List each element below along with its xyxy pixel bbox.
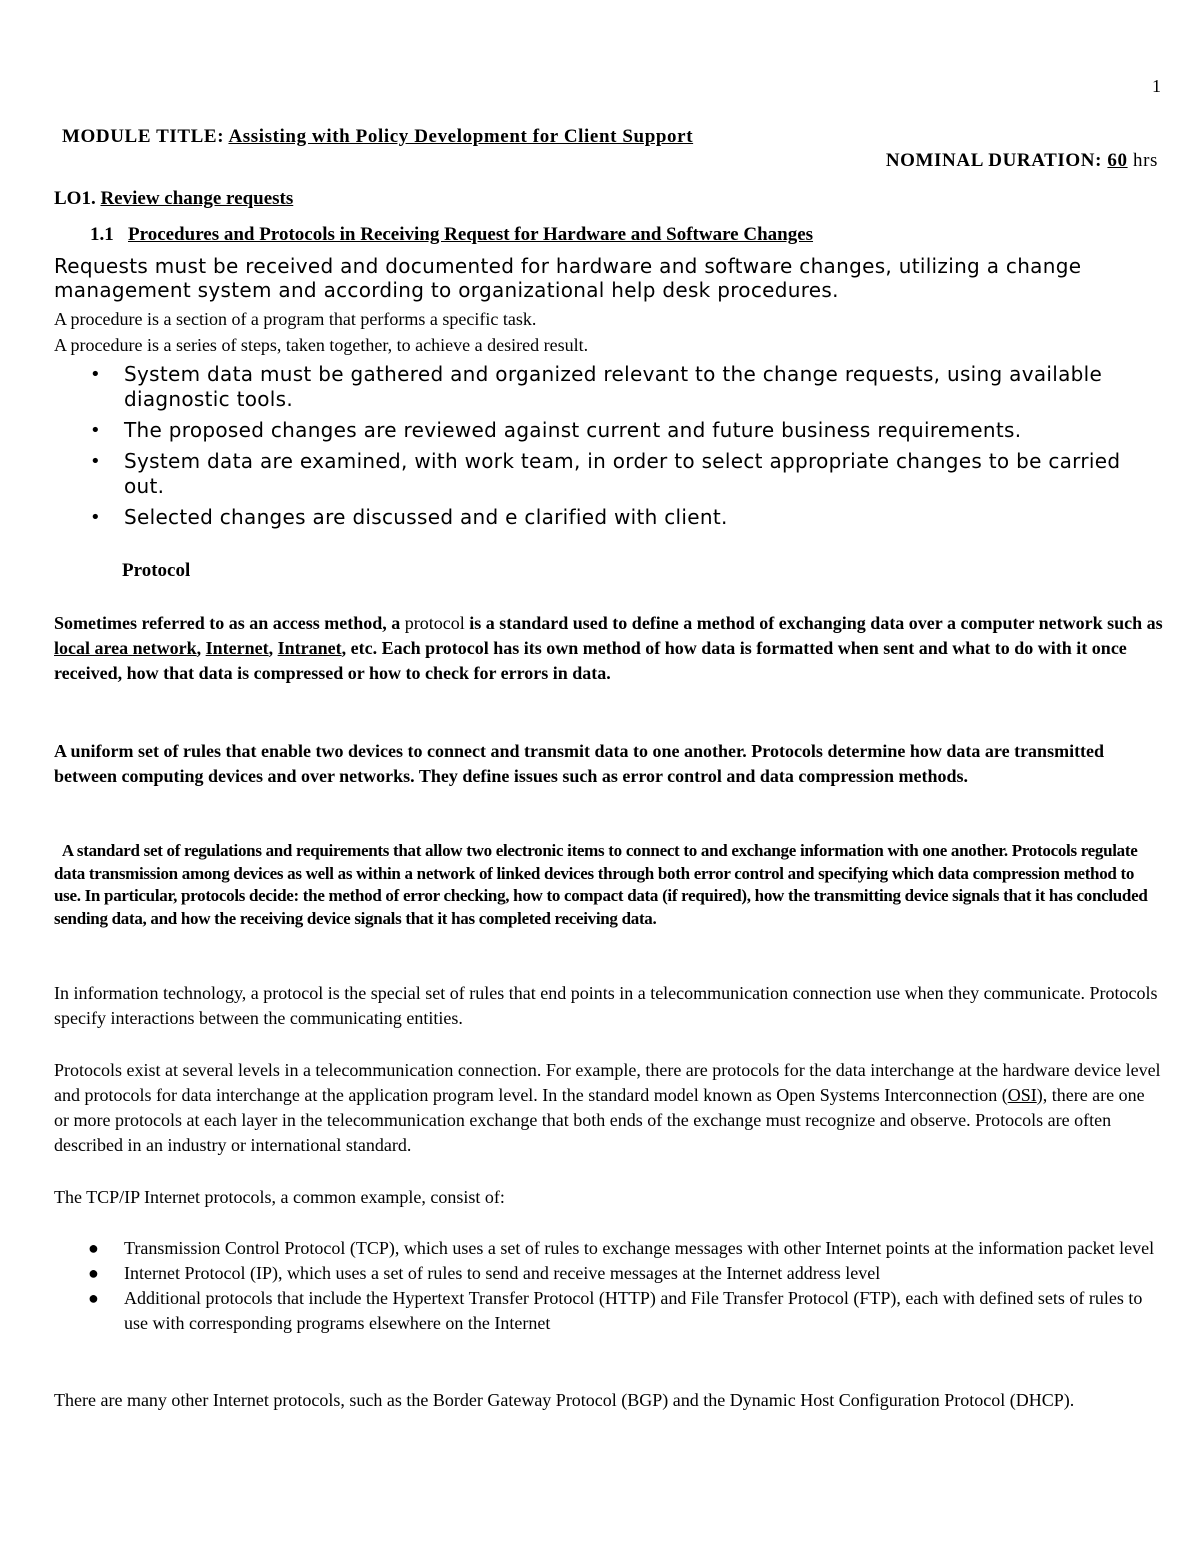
link-osi[interactable]: OSI [1007,1085,1037,1105]
list-item: ● Internet Protocol (IP), which uses a set of rules to send and receive messages at the Internet address level [54,1261,1164,1286]
nominal-duration [886,150,1158,172]
section-title: Procedures and Protocols in Receiving Request for Hardware and Software Changes [128,224,814,245]
protocol-paragraph-1: Sometimes referred to as an access method, a protocol is a standard used to define a method of exchanging data over a computer network such as local area network, Internet, Intranet, etc. Each protocol has its own method of how data is formatted when sent and what to do with it once received, how that data is compressed or how to check for errors in data. [54,613,1163,683]
other-protocols-paragraph: There are many other Internet protocols, such as the Border Gateway Protocol (BGP) and the Dynamic Host Configuration Protocol (DHCP). [54,1390,1075,1410]
procedure-definition-1: A procedure is a section of a program that performs a specific task. [54,309,537,329]
link-local-area-network[interactable]: local area network [54,638,197,658]
duration-value: 60 [1107,150,1128,171]
bullet-icon: • [90,420,101,441]
page-number: 1 [1152,76,1161,96]
list-item: ● Transmission Control Protocol (TCP), which uses a set of rules to exchange messages with other Internet points at the information packet level [54,1236,1164,1261]
link-internet[interactable]: Internet [205,638,269,658]
protocol-heading: Protocol [122,560,191,581]
system-data-list [54,362,1164,536]
tcpip-protocol-list [54,1236,1164,1336]
protocol-paragraph-3: A standard set of regulations and requirements that allow two electronic items to connect to and exchange information with one another. Protocols regulate data transmission among devices as well as within a network of linked devices through both error control and specifying which data compression method to use. In particular, protocols decide: the method of error checking, how to compact data (if required), how the transmitting device signals that it has concluded sending data, and how the receiving device signals that it has completed receiving data. [54,841,1148,928]
lo1-title: Review change requests [100,188,294,209]
tcpip-intro: The TCP/IP Internet protocols, a common example, consist of: [54,1187,505,1207]
list-item: • System data must be gathered and organized relevant to the change requests, using available diagnostic tools. [90,362,1103,411]
section-1-1-heading [90,224,813,246]
module-title-label: MODULE TITLE: [62,126,225,147]
bullet-icon: ● [88,1238,99,1258]
module-title-value: Assisting with Policy Development for Client Support [228,126,694,147]
levels-paragraph: Protocols exist at several levels in a telecommunication connection. For example, there are protocols for the data interchange at the hardware device level and protocols for data interchange at the application program level. In the standard model known as Open Systems Interconnection (OSI), there are one or more protocols at each layer in the telecommunication exchange that both ends of the exchange must recognize and observe. Protocols are often described in an industry or international standard. [54,1060,1161,1155]
bullet-icon: ● [88,1288,99,1308]
list-item: • The proposed changes are reviewed against current and future business requirements. [90,418,1022,442]
bullet-icon: • [90,364,101,385]
bullet-icon: • [90,451,101,472]
bullet-icon: • [90,507,101,528]
procedure-definition-2: A procedure is a series of steps, taken together, to achieve a desired result. [54,335,589,355]
duration-unit: hrs [1132,150,1158,171]
link-intranet[interactable]: Intranet [277,638,342,658]
requests-paragraph: Requests must be received and documented for hardware and software changes, utilizing a change management system and according to organizational help desk procedures. [54,254,1082,302]
list-item: • Selected changes are discussed and e clarified with client. [90,505,728,529]
module-title [62,126,693,148]
bullet-icon: ● [88,1263,99,1283]
duration-label: NOMINAL DURATION: [885,150,1103,171]
lo1-label: LO1. [54,188,96,209]
list-item: ● Additional protocols that include the Hypertext Transfer Protocol (HTTP) and File Transfer Protocol (FTP), each with defined sets of rules to use with corresponding programs elsewhere on the Internet [88,1288,1143,1333]
lo1-heading [54,188,293,210]
protocol-paragraph-2: A uniform set of rules that enable two devices to connect and transmit data to one another. Protocols determine how data are transmitted between computing devices and over networks. They define issues such as error control and data compression methods. [54,741,1105,786]
list-item: • System data are examined, with work team, in order to select appropriate changes to be carried out. [90,449,1121,498]
section-number: 1.1 [90,224,114,245]
it-paragraph: In information technology, a protocol is the special set of rules that end points in a telecommunication connection use when they communicate. Protocols specify interactions between the communicating entities. [54,983,1158,1028]
protocol-term: protocol [404,613,465,633]
